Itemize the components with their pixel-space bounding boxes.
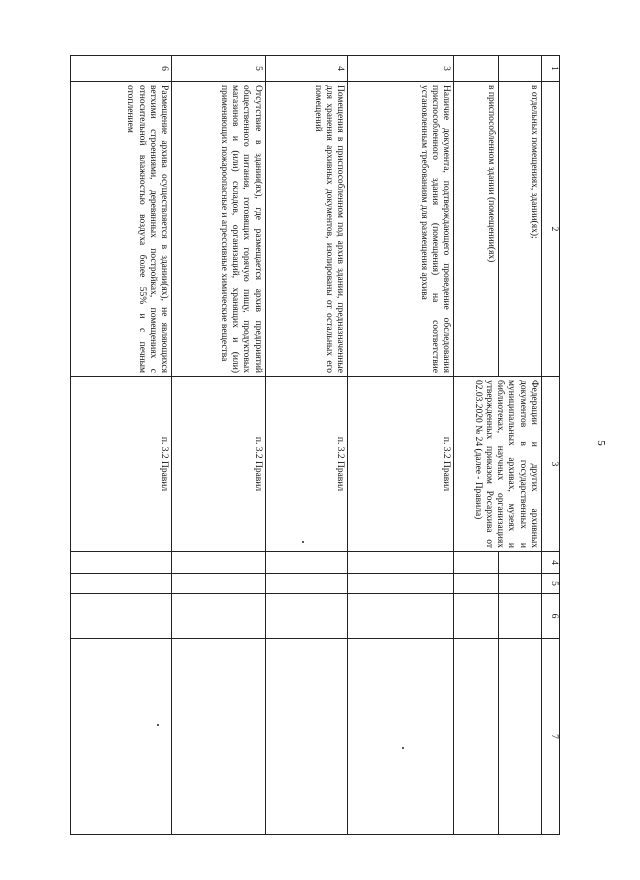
legal-reference: п. 3.2 Правил	[348, 377, 454, 552]
requirement-text: в отдельных помещениях, здании(ях);	[498, 82, 541, 377]
page-number: 5	[594, 440, 607, 446]
rotated-table-wrapper	[70, 55, 560, 835]
legal-reference: п. 3.2 Правил	[71, 377, 172, 552]
legal-reference: п. 3.2 Правил	[265, 377, 348, 552]
row-number: 3	[348, 56, 454, 82]
legal-reference-continued: Федерации и других архивных документов в государственных и муниципальных архивах, музеях и библиотеках, научных организациях утвержденных приказом Росархива от 02.03.2020 № 24 (далее - Правила)	[453, 377, 541, 552]
table-row	[348, 56, 454, 835]
requirement-text: Размещение архива осуществляется в здании(ях), не являющихся ветхими строениями, деревянных постройках, помещениях с относительной влажностью воздуха более 55% и с печным отоплением	[71, 82, 172, 377]
table-row	[71, 56, 172, 835]
row-number: 6	[71, 56, 172, 82]
header-cell-6: 6	[541, 594, 559, 639]
requirement-text: Помещения в приспособленном под архив здании, предназначенные для хранения архивных документов, изолированы от остальных его помещений	[265, 82, 348, 377]
header-cell-3: 3	[541, 377, 559, 552]
requirement-text: Наличие документа, подтверждающего проведение обследования приспособленного здания (помещения) на соответствие установленным требованиям для размещения архива	[348, 82, 454, 377]
table-header-row	[541, 56, 559, 835]
row-number: 4	[265, 56, 348, 82]
requirement-text: в приспособленном здании (помещении(ях)	[453, 82, 498, 377]
legal-reference: п. 3.2 Правил	[171, 377, 265, 552]
row-number: 5	[171, 56, 265, 82]
header-cell-7: 7	[541, 639, 559, 835]
table-row	[171, 56, 265, 835]
requirements-table	[70, 55, 560, 835]
header-cell-4: 4	[541, 552, 559, 574]
header-cell-5: 5	[541, 574, 559, 594]
header-cell-1: 1	[541, 56, 559, 82]
table-row	[265, 56, 348, 835]
header-cell-2: 2	[541, 82, 559, 377]
requirement-text: Отсутствие в здании(ях), где размещается архив предприятий общественного питания, готовящих горячую пищу, продуктовых магазинов и (или) складов, организаций, хранящих и (или) применяющих пожароопасные и агрессивные химические вещества	[171, 82, 265, 377]
table-row	[498, 56, 541, 835]
